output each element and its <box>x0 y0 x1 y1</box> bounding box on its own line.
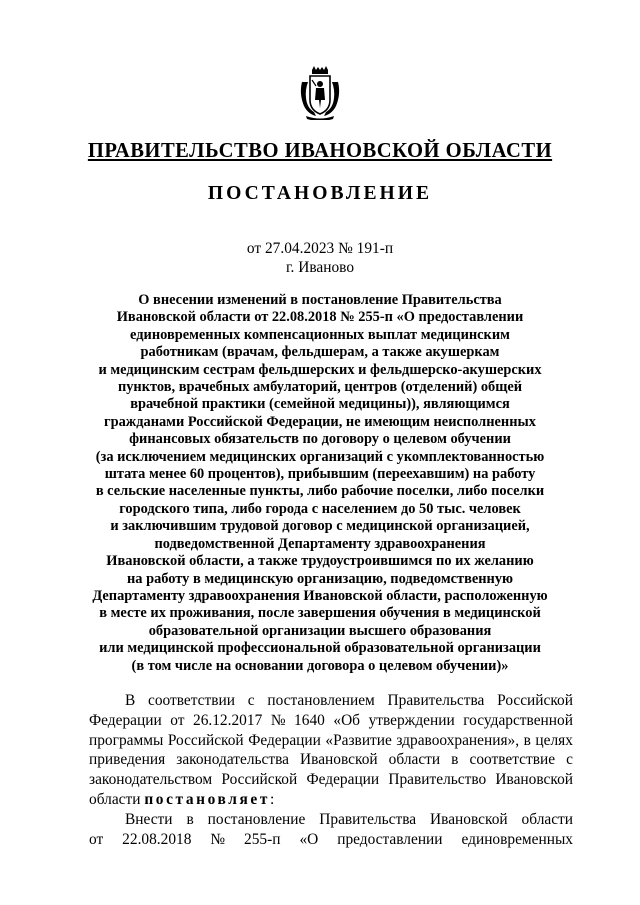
title-line: на работу в медицинскую организацию, подведомственную <box>126 570 514 587</box>
word: В <box>125 692 136 709</box>
word: Внести <box>125 810 173 828</box>
document-city: г. Иваново <box>285 259 355 276</box>
document-date-block <box>0 239 640 277</box>
government-name: ПРАВИТЕЛЬСТВО ИВАНОВСКОЙ ОБЛАСТИ <box>87 140 553 162</box>
word: области <box>388 751 441 769</box>
word: 255-п <box>244 830 281 848</box>
word: программы <box>89 731 164 749</box>
title-line: (в том числе на основании договора о целевом обучении)» <box>131 657 509 674</box>
word: Российской <box>221 771 298 789</box>
word: законодательства <box>176 751 289 769</box>
document-type: ПОСТАНОВЛЕНИЕ <box>207 183 433 204</box>
body-line <box>89 770 573 790</box>
body-line <box>89 711 573 731</box>
word: «Развитие <box>325 731 392 749</box>
word: с <box>566 751 573 769</box>
para1-colon: : <box>270 790 275 808</box>
title-line: гражданами Российской Федерации, не имеющим неисполненных <box>104 413 536 430</box>
word: Федерации <box>248 731 321 749</box>
word: 1640 <box>294 711 325 729</box>
title-line: в сельские населенные пункты, либо рабочие поселки, либо поселки <box>95 483 545 500</box>
word: Российской <box>497 692 573 709</box>
coat-of-arms-icon <box>298 66 342 120</box>
word: Российской <box>167 731 244 749</box>
word: в <box>451 751 459 769</box>
word: соответствии <box>148 692 235 709</box>
word: Ивановской <box>430 810 508 828</box>
word: области <box>521 810 573 828</box>
title-line: подведомственной Департаменту здравоохранения <box>154 535 486 552</box>
word: единовременных <box>461 830 573 848</box>
word: Правительство <box>388 771 487 789</box>
title-line: Департаменту здравоохранения Ивановской области, расположенную <box>92 587 548 604</box>
title-line: единовременных компенсационных выплат медицинским <box>130 326 510 343</box>
word: «Об <box>333 711 361 729</box>
word: соответствие <box>469 751 556 769</box>
word: в <box>186 810 194 828</box>
word: Правительства <box>387 692 485 709</box>
word: государственной <box>463 711 573 729</box>
word: Федерации <box>306 771 380 789</box>
body-line <box>89 810 573 830</box>
word: здравоохранения», <box>396 731 520 749</box>
document-title <box>70 292 570 675</box>
title-line: и заключившим трудовой договор с медицинской организацией, <box>110 518 530 535</box>
word: Правительства <box>319 810 417 828</box>
word: № <box>210 830 226 848</box>
title-line: финансовых обязательств по договору о целевом обучении <box>129 431 511 448</box>
title-line: городского типа, либо города с населением до 50 тыс. человек <box>119 500 521 517</box>
para1-last-prefix: области <box>89 790 141 808</box>
title-line: О внесении изменений в постановление Правительства <box>138 292 502 308</box>
title-line: или медицинской профессиональной образовательной организации <box>99 640 541 657</box>
title-line: работникам (врачам, фельдшерам, а также акушеркам <box>140 344 500 361</box>
word: постановление <box>207 810 306 828</box>
word: Федерации <box>89 711 162 729</box>
word: от <box>170 711 185 729</box>
word: Ивановской <box>495 771 573 789</box>
paragraph-1 <box>89 691 573 790</box>
word: 26.12.2017 <box>193 711 263 729</box>
title-line: Ивановской области от 22.08.2018 № 255-п «О предоставлении <box>116 309 524 326</box>
body-line <box>89 750 573 770</box>
title-line: пунктов, врачебных амбулаторий, центров (отделений) общей <box>117 379 523 396</box>
para1-resolves-word: постановляет <box>144 790 270 808</box>
word: предоставлении <box>337 830 443 848</box>
word: целях <box>535 731 573 749</box>
body-line <box>89 830 573 850</box>
word: № <box>270 711 286 729</box>
word: с <box>247 692 255 709</box>
word: Ивановской <box>300 751 378 769</box>
title-line: Ивановской области, а также трудоустроившимся по их желанию <box>106 553 534 570</box>
word: 22.08.2018 <box>122 830 192 848</box>
body-line <box>89 731 573 751</box>
paragraph-2 <box>89 810 573 850</box>
document-date-number: от 27.04.2023 № 191-п <box>246 240 394 257</box>
title-line: штата менее 60 процентов), прибывшим (переехавшим) на работу <box>104 466 536 483</box>
word: законодательством <box>89 771 213 789</box>
body-line <box>89 691 573 711</box>
title-line: врачебной практики (семейной медицины)), являющимся <box>130 396 510 413</box>
title-line: образовательной организации высшего образования <box>148 622 492 639</box>
word: «О <box>299 830 319 848</box>
word: утверждении <box>368 711 455 729</box>
title-line: и медицинским сестрам фельдшерских и фельдшерско-акушерских <box>98 361 542 378</box>
title-line: (за исключением медицинских организаций с укомплектованностью <box>95 448 545 465</box>
title-line: в месте их проживания, после завершения обучения в медицинской <box>99 605 541 622</box>
word: постановлением <box>267 692 375 709</box>
document-body <box>89 691 573 849</box>
paragraph-1-last-line <box>89 790 573 810</box>
word: от <box>89 830 104 848</box>
word: в <box>523 731 531 749</box>
word: приведения <box>89 751 166 769</box>
